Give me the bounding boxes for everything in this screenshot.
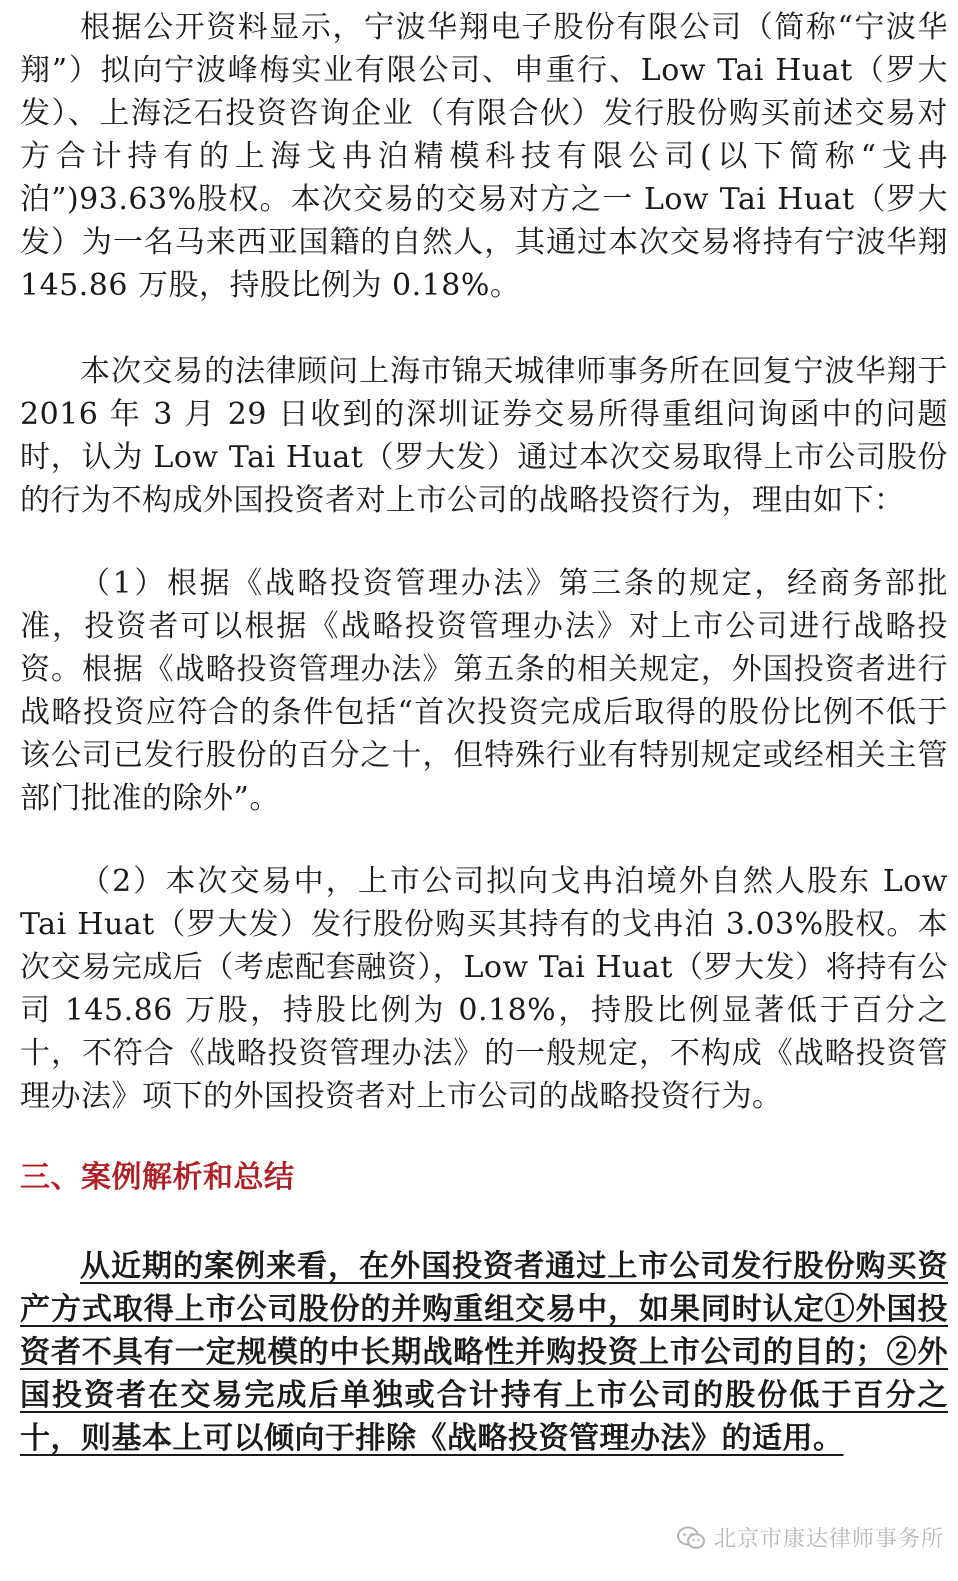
paragraph-reason-1: （1）根据《战略投资管理办法》第三条的规定，经商务部批准，投资者可以根据《战略投资管理办法》对上市公司进行战略投资。根据《战略投资管理办法》第五条的相关规定，外国投资者进行战略投资应符合的条件包括“首次投资完成后取得的股份比例不低于该公司已发行股份的百分之十，但特殊行业有特别规定或经相关主管部门批准的除外”。 <box>20 566 948 816</box>
paragraph-reason-2: （2）本次交易中，上市公司拟向戈冉泊境外自然人股东 Low Tai Huat（罗大发）发行股份购买其持有的戈冉泊 3.03%股权。本次交易完成后（考虑配套融资），Low Tai Huat（罗大发）将持有公司 145.86 万股，持股比例为 0.18%，持股比例显著低于百分之十，不符合《战略投资管理办法》的一般规定，不构成《战略投资管理办法》项下的外国投资者对上市公司的战略投资行为。 <box>20 864 948 1114</box>
paragraph-legal-opinion: 本次交易的法律顾问上海市锦天城律师事务所在回复宁波华翔于 2016 年 3 月 29 日收到的深圳证券交易所得重组问询函中的问题时，认为 Low Tai Huat（罗大发）通过本次交易取得上市公司股份的行为不构成外国投资者对上市公司的战略投资行为，理由如下： <box>20 354 948 518</box>
wechat-icon <box>676 1525 706 1551</box>
document-page <box>20 6 948 1460</box>
summary-paragraph: 从近期的案例来看，在外国投资者通过上市公司发行股份购买资产方式取得上市公司股份的并购重组交易中，如果同时认定①外国投资者不具有一定规模的中长期战略性并购投资上市公司的目的；②外国投资者在交易完成后单独或合计持有上市公司的股份低于百分之十，则基本上可以倾向于排除《战略投资管理办法》的适用。 <box>20 1249 948 1456</box>
section-heading: 三、案例解析和总结 <box>20 1160 295 1195</box>
watermark-text: 北京市康达律师事务所 <box>713 1527 944 1552</box>
paragraph-background: 根据公开资料显示，宁波华翔电子股份有限公司（简称“宁波华翔”）拟向宁波峰梅实业有限公司、申重行、Low Tai Huat（罗大发）、上海泛石投资咨询企业（有限合伙）发行股份购买前述交易对方合计持有的上海戈冉泊精模科技有限公司(以下简称“戈冉泊”)93.63%股权。本次交易的交易对方之一 Low Tai Huat（罗大发）为一名马来西亚国籍的自然人，其通过本次交易将持有宁波华翔 145.86 万股，持股比例为 0.18%。 <box>20 10 948 303</box>
watermark <box>676 1522 944 1553</box>
